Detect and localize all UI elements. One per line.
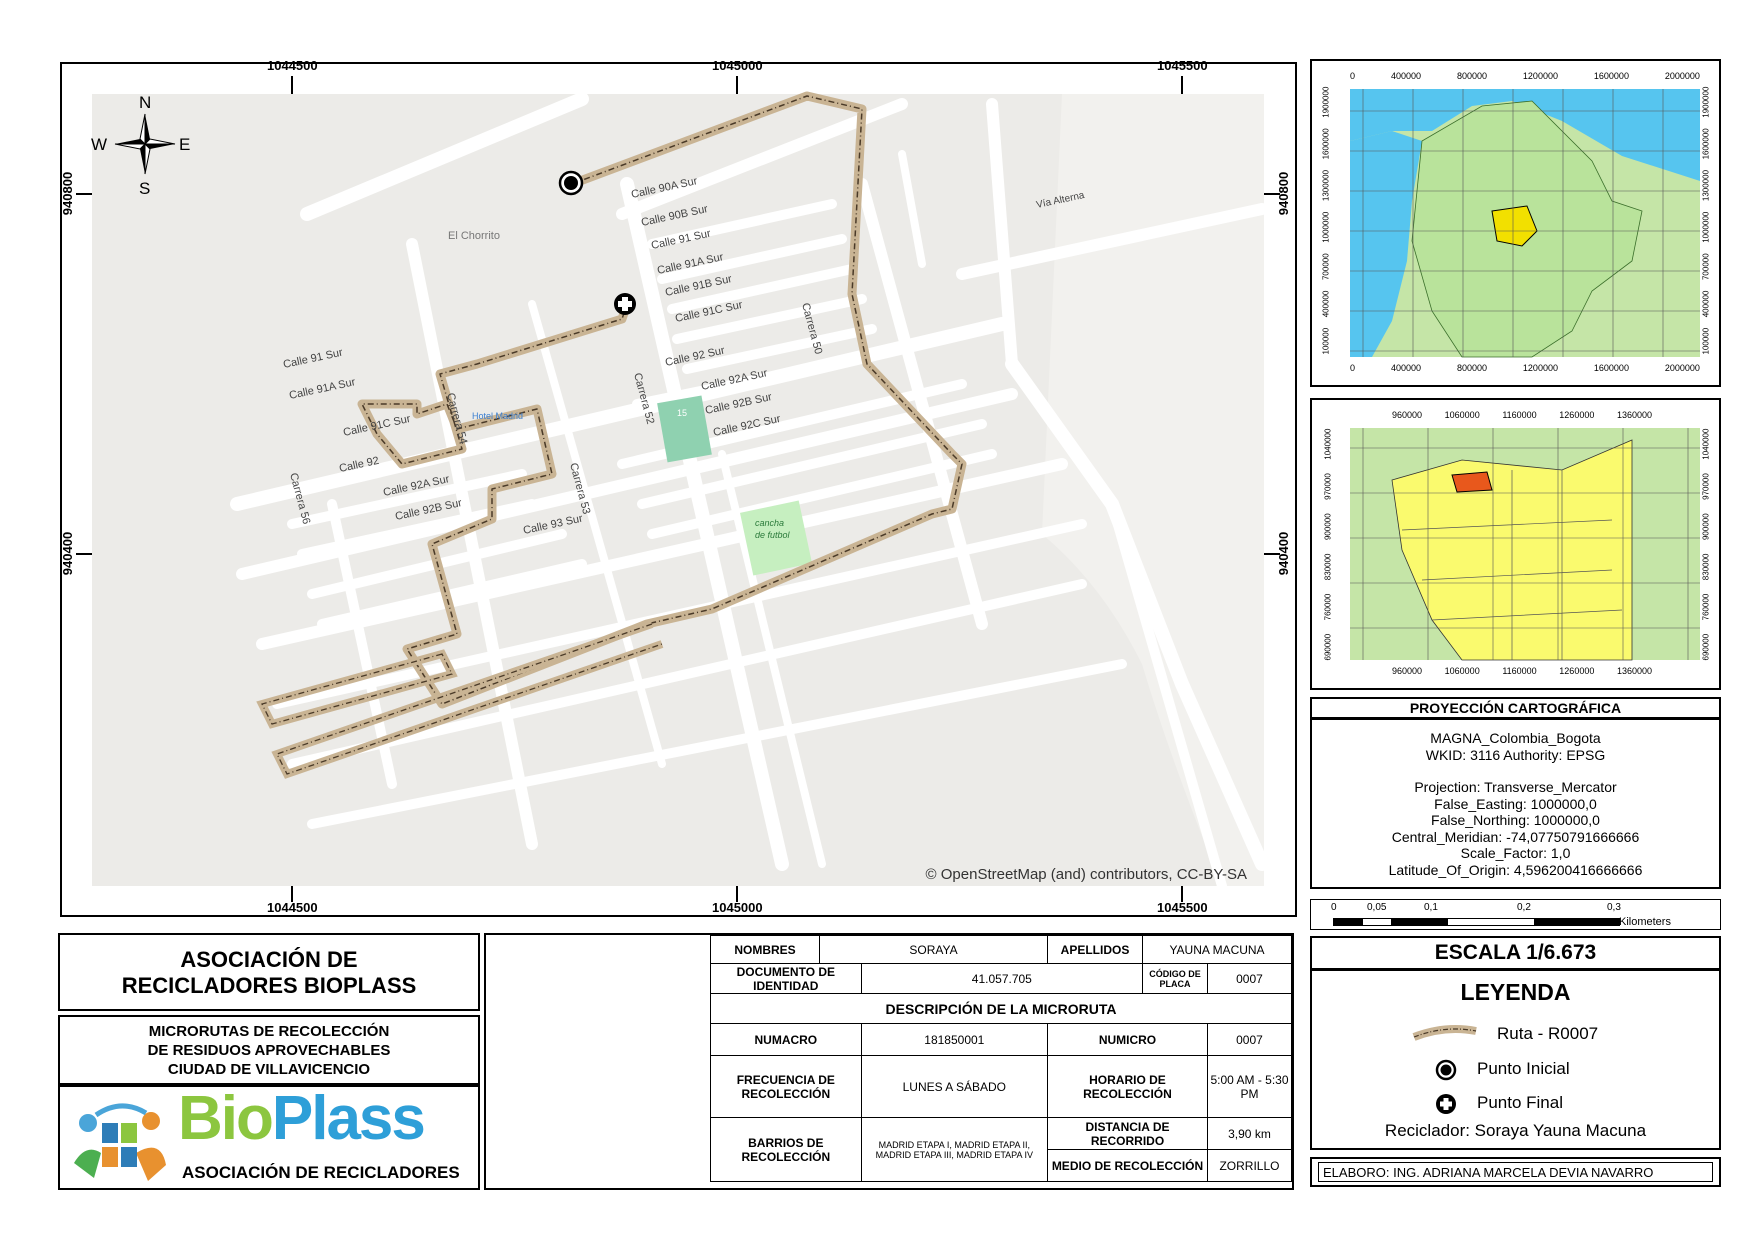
- svg-text:S: S: [139, 179, 151, 198]
- legend-route-symbol: [1410, 1023, 1480, 1043]
- svg-text:N: N: [139, 93, 152, 112]
- x-tick-label: 1045500: [1157, 58, 1208, 73]
- y-tick-label: 940400: [60, 531, 76, 576]
- inset2-y-ticks-left: 690000 760000 830000 900000 970000 1040000: [1323, 428, 1333, 661]
- street-label: Calle 91 Sur: [650, 227, 712, 252]
- street-label: Calle 92B Sur: [394, 497, 464, 523]
- projection-info: MAGNA_Colombia_Bogota WKID: 3116 Authority: EPSG Projection: Transverse_Mercator False_Easting: 1000000,0 False_Northing: 1000000,0 Central_Meridian: -74,07750791666666 Scale_Factor: 1,0 Latitude_Of_Origin: 4,596200416666666: [1310, 719, 1721, 889]
- y-tick-label: 940400: [1276, 531, 1292, 576]
- inset2-x-ticks-bottom: 960000 1060000 1160000 1260000 1360000: [1392, 666, 1652, 676]
- street-label: Carrera 54: [444, 391, 470, 446]
- map-attribution: © OpenStreetMap (and) contributors, CC-BY-SA: [925, 866, 1247, 883]
- street-label: Calle 91 Sur: [282, 346, 344, 371]
- street-label: Calle 91B Sur: [664, 273, 734, 299]
- road-label-via-alterna: Vía Alterna: [1035, 190, 1086, 211]
- inset-map-meta: [1310, 398, 1721, 690]
- info-table: NOMBRES SORAYA APELLIDOS YAUNA MACUNA DOCUMENTO DE IDENTIDAD 41.057.705 CÓDIGO DE PLACA 0007 DESCRIPCIÓN DE LA MICRORUTA NUMACRO 181850001 NUMICRO 0007 FRECUENCIA DE RECOLECCIÓN LUNES A SÁBADO HORARIO DE RECOLECCIÓN 5:00 AM - 5:30 PM BARRIOS DE RECOLECCIÓN MADRID ETAPA I, MADRID ETAPA II, MADRID ETAPA III, MADRID ETAPA IV DISTANCIA DE RECORRIDO 3,90 km MEDIO DE RECOLECCIÓN ZORRILLO: [710, 935, 1292, 1182]
- scale-text: ESCALA 1/6.673: [1310, 936, 1721, 970]
- villavicencio-highlight: [1452, 472, 1492, 492]
- street-label: Calle 92: [338, 454, 381, 475]
- svg-text:de futbol: de futbol: [755, 530, 790, 540]
- legend: [1310, 970, 1721, 1150]
- bioplass-logo: [58, 1085, 480, 1190]
- projection-title: PROYECCIÓN CARTOGRÁFICA: [1310, 697, 1721, 719]
- elaboro: ELABORO: ING. ADRIANA MARCELA DEVIA NAVARRO: [1310, 1157, 1721, 1187]
- street-label: Calle 91A Sur: [288, 376, 357, 402]
- org-title: ASOCIACIÓN DE RECICLADORES BIOPLASS: [58, 933, 480, 1011]
- recycle-people-icon: [66, 1093, 176, 1185]
- legend-route-label: Ruta - R0007: [1497, 1024, 1599, 1043]
- poi-hotel: Hotel Madrid: [472, 411, 524, 421]
- x-tick-label: 1045000: [712, 900, 763, 915]
- svg-text:E: E: [179, 135, 191, 154]
- inset1-y-ticks-right: 100000 400000 700000 1000000 1300000 1600000 1900000: [1701, 86, 1711, 355]
- y-tick-label: 940800: [60, 171, 76, 216]
- legend-recycler: Reciclador: Soraya Yauna Macuna: [1384, 1121, 1647, 1140]
- place-label-el-chorrito: El Chorrito: [448, 230, 500, 242]
- x-tick-label: 1044500: [267, 900, 318, 915]
- street-label: Carrera 52: [631, 371, 657, 426]
- street-label: Calle 91C Sur: [342, 412, 412, 439]
- street-label: Calle 92B Sur: [704, 391, 774, 417]
- inset2-x-ticks-top: 960000 1060000 1160000 1260000 1360000: [1392, 410, 1652, 420]
- street-label: Calle 92A Sur: [700, 367, 769, 393]
- street-label: Carrera 56: [287, 471, 313, 526]
- scalebar: 0 0,05 0,1 0,2 0,3 Kilometers: [1310, 899, 1721, 930]
- main-map-frame: [60, 58, 1297, 917]
- legend-start-icon: [1435, 1059, 1457, 1081]
- inset1-y-ticks-left: 100000 400000 700000 1000000 1300000 1600000 1900000: [1321, 86, 1331, 355]
- inset1-x-ticks-top: 0 400000 800000 1200000 1600000 2000000: [1350, 71, 1700, 81]
- street-label: Calle 91C Sur: [674, 298, 744, 325]
- street-label: Calle 90B Sur: [640, 203, 710, 229]
- inset2-y-ticks-right: 690000 760000 830000 900000 970000 1040000: [1701, 428, 1711, 661]
- street-label: Carrera 50: [799, 301, 825, 356]
- legend-end-icon: [1435, 1093, 1457, 1115]
- street-label: Calle 91A Sur: [656, 251, 725, 277]
- main-map: [62, 64, 1295, 915]
- svg-text:cancha: cancha: [755, 518, 785, 528]
- street-label: Calle 92C Sur: [712, 412, 782, 439]
- logo-wordmark: BioPlass: [178, 1084, 424, 1153]
- street-label: Calle 92 Sur: [664, 344, 726, 369]
- x-tick-label: 1045000: [712, 58, 763, 73]
- svg-text:W: W: [91, 135, 108, 154]
- x-tick-label: 1044500: [267, 58, 318, 73]
- legend-start-label: Punto Inicial: [1477, 1059, 1570, 1078]
- y-tick-label: 940800: [1276, 171, 1292, 216]
- legend-end-label: Punto Final: [1477, 1093, 1563, 1112]
- org-subtitle: MICRORUTAS DE RECOLECCIÓN DE RESIDUOS APROVECHABLES CIUDAD DE VILLAVICENCIO: [58, 1015, 480, 1085]
- inset-map-colombia: [1310, 59, 1721, 387]
- street-label: Carrera 53: [567, 461, 593, 516]
- street-label: Calle 92A Sur: [382, 473, 451, 499]
- logo-subtitle: ASOCIACIÓN DE RECICLADORES: [182, 1163, 460, 1182]
- inset1-x-ticks-bottom: 0 400000 800000 1200000 1600000 2000000: [1350, 363, 1700, 373]
- street-label: Calle 93 Sur: [522, 512, 584, 537]
- start-point-marker: [560, 172, 582, 194]
- end-point-marker: [614, 293, 636, 315]
- svg-text:15: 15: [677, 408, 688, 418]
- x-tick-label: 1045500: [1157, 900, 1208, 915]
- street-label: Calle 90A Sur: [630, 175, 699, 201]
- legend-title: LEYENDA: [1460, 979, 1571, 1005]
